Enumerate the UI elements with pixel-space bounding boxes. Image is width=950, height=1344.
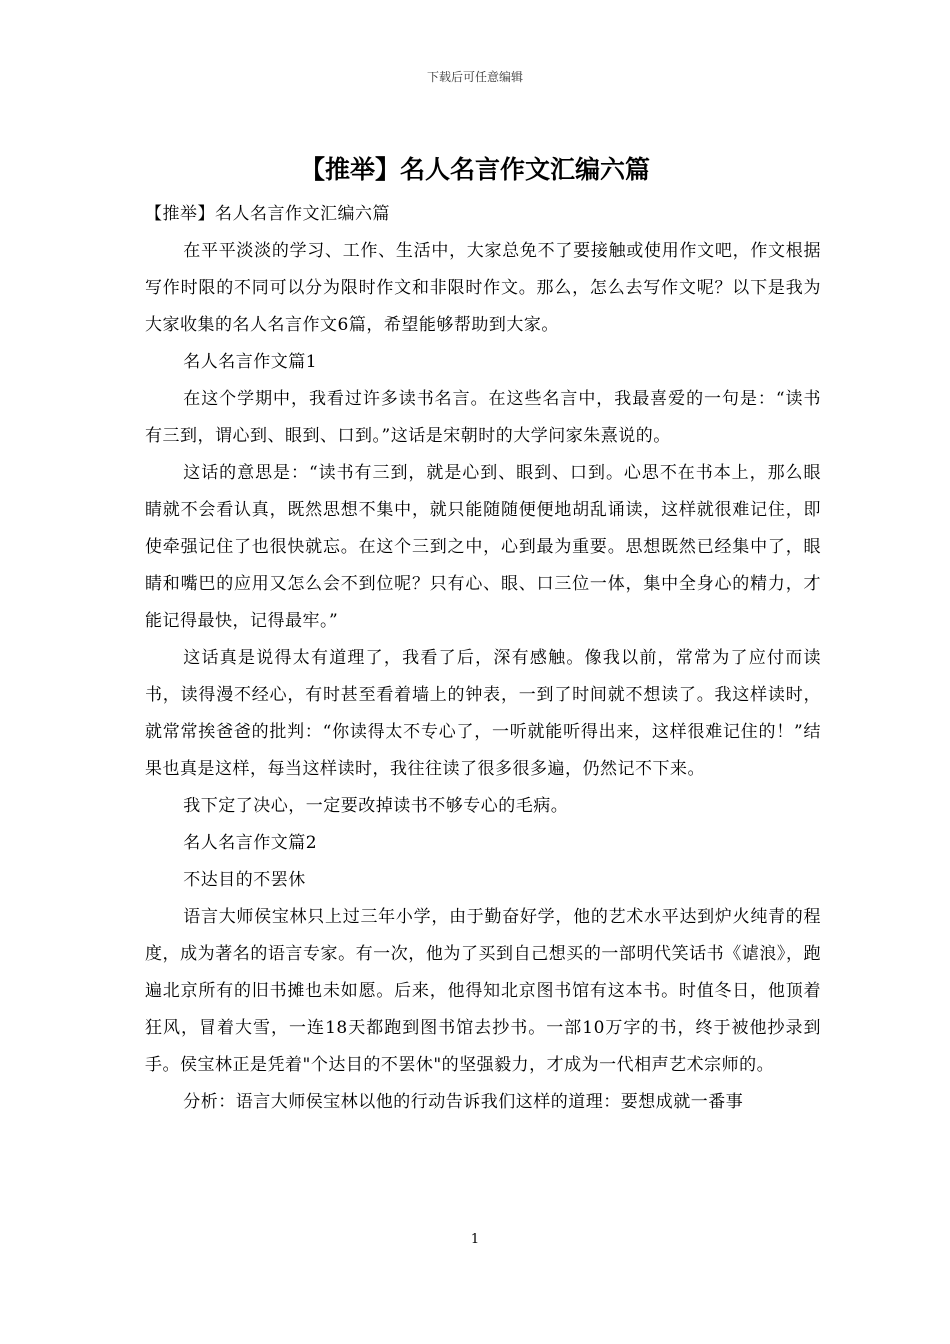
- document-body: [145, 196, 821, 1121]
- document-title: 【推举】名人名言作文汇编六篇: [299, 155, 650, 184]
- paragraph: 这话真是说得太有道理了，我看了后，深有感触。像我以前，常常为了应付而读书，读得漫不经心，有时甚至看着墙上的钟表，一到了时间就不想读了。我这样读时，就常常挨爸爸的批判：“你读得太不专心了，一听就能听得出来，这样很难记住的！”结果也真是这样，每当这样读时，我往往读了很多很多遍，仍然记不下来。: [145, 648, 821, 779]
- header-note: 下载后可任意编辑: [426, 70, 523, 84]
- section-heading-2: 名人名言作文篇2: [183, 833, 318, 853]
- section-heading-1: 名人名言作文篇1: [183, 352, 318, 372]
- section-subheading: 不达目的不罢休: [183, 870, 306, 890]
- paragraph: 这话的意思是：“读书有三到，就是心到、眼到、口到。心思不在书本上，那么眼睛就不会看认真，既然思想不集中，就只能随随便便地胡乱诵读，这样就很难记住，即使牵强记住了也很快就忘。在这个三到之中，心到最为重要。思想既然已经集中了，眼睛和嘴巴的应用又怎么会不到位呢？只有心、眼、口三位一体，集中全身心的精力，才能记得最快，记得最牢。”: [145, 463, 821, 631]
- paragraph-subtitle: 【推举】名人名言作文汇编六篇: [145, 204, 390, 224]
- paragraph: 在这个学期中，我看过许多读书名言。在这些名言中，我最喜爱的一句是：“读书有三到，谓心到、眼到、口到。”这话是宋朝时的大学问家朱熹说的。: [145, 389, 821, 446]
- paragraph: 分析：语言大师侯宝林以他的行动告诉我们这样的道理：要想成就一番事: [183, 1092, 744, 1112]
- paragraph: 我下定了决心，一定要改掉读书不够专心的毛病。: [183, 796, 569, 816]
- paragraph: 语言大师侯宝林只上过三年小学，由于勤奋好学，他的艺术水平达到炉火纯青的程度，成为著名的语言专家。有一次，他为了买到自己想买的一部明代笑话书《谑浪》，跑遍北京所有的旧书摊也未如愿。后来，他得知北京图书馆有这本书。时值冬日，他顶着狂风，冒着大雪，一连18天都跑到图书馆去抄书。一部10万字的书，终于被他抄录到手。侯宝林正是凭着"个达目的不罢休"的坚强毅力，才成为一代相声艺术宗师的。: [145, 907, 821, 1075]
- paragraph-intro: 在平平淡淡的学习、工作、生活中，大家总免不了要接触或使用作文吧，作文根据写作时限的不同可以分为限时作文和非限时作文。那么，怎么去写作文呢？以下是我为大家收集的名人名言作文6篇，希望能够帮助到大家。: [145, 241, 821, 335]
- page-number: 1: [470, 1232, 480, 1247]
